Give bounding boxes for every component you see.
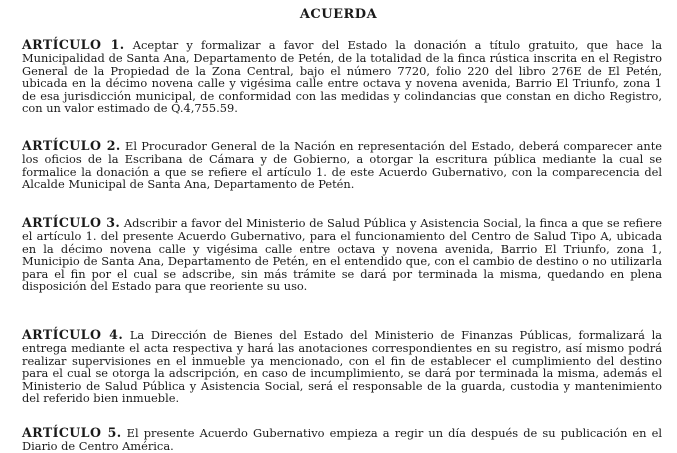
article-2-label: ARTÍCULO 2. (22, 138, 121, 154)
article-3-text: Adscribir a favor del Ministerio de Salud Pública y Asistencia Social, la finca a que se refiere el artículo 1. del presente Acuerdo Gubernativo, para el funcionamiento del Centro de Salud Tipo A, ubicada en la décimo novena calle y vigésima calle entre octava y novena avenida, Barrio El Triunfo, zona 1, Municipio de Santa Ana, Departamento de Petén, en el entendido que, con el cambio de destino o no utilizarla para el fin por el cual se adscribe, sin más trámite se dará por terminada la misma, quedando en plena disposición del Estado para que reoriente su uso. (22, 216, 662, 294)
article-4-text: La Dirección de Bienes del Estado del Ministerio de Finanzas Públicas, formalizará la entrega mediante el acta respectiva y hará las anotaciones correspondientes en su registro, así mismo podrá realizar supervisiones en el inmueble ya mencionado, con el fin de establecer el cumplimiento del destino para el cual se otorga la adscripción, en caso de incumplimiento, se dará por terminada la misma, además el Ministerio de Salud Pública y Asistencia Social, será el responsable de la guarda, custodia y mantenimiento del referido bien inmueble. (22, 328, 663, 406)
article-2-text: El Procurador General de la Nación en representación del Estado, deberá comparecer ante los oficios de la Escribana de Cámara y de Gobierno, a otorgar la escritura pública mediante la cual se formalice la donación a que se refiere el artículo 1. de este Acuerdo Gubernativo, con la comparecencia del Alcalde Municipal de Santa Ana, Departamento de Petén. (22, 139, 663, 192)
article-1-text: Aceptar y formalizar a favor del Estado la donación a título gratuito, que hace la Municipalidad de Santa Ana, Departamento de Petén, de la totalidad de la finca rústica inscrita en el Registro General de la Propiedad de la Zona Central, bajo el número 7720, folio 220 del libro 276E de El Petén, ubicada en la décimo novena calle y vigésima calle entre octava y novena avenida, Barrio El Triunfo, zona 1 de esa jurisdicción municipal, de conformidad con las medidas y colindancias que constan en dicho Registro, con un valor estimado de Q.4,755.59. (22, 38, 662, 116)
article-1-label: ARTÍCULO 1. (22, 37, 125, 53)
article-1 (22, 39, 662, 115)
article-4 (22, 329, 662, 405)
document-heading: ACUERDA (299, 7, 378, 22)
article-5-text: El presente Acuerdo Gubernativo empieza a regir un día después de su publicación en el Diario de Centro América. (22, 426, 662, 453)
article-2 (22, 140, 662, 190)
article-3 (22, 217, 662, 293)
article-4-label: ARTÍCULO 4. (22, 327, 124, 343)
article-3-label: ARTÍCULO 3. (22, 215, 121, 231)
article-5-label: ARTÍCULO 5. (22, 425, 122, 441)
